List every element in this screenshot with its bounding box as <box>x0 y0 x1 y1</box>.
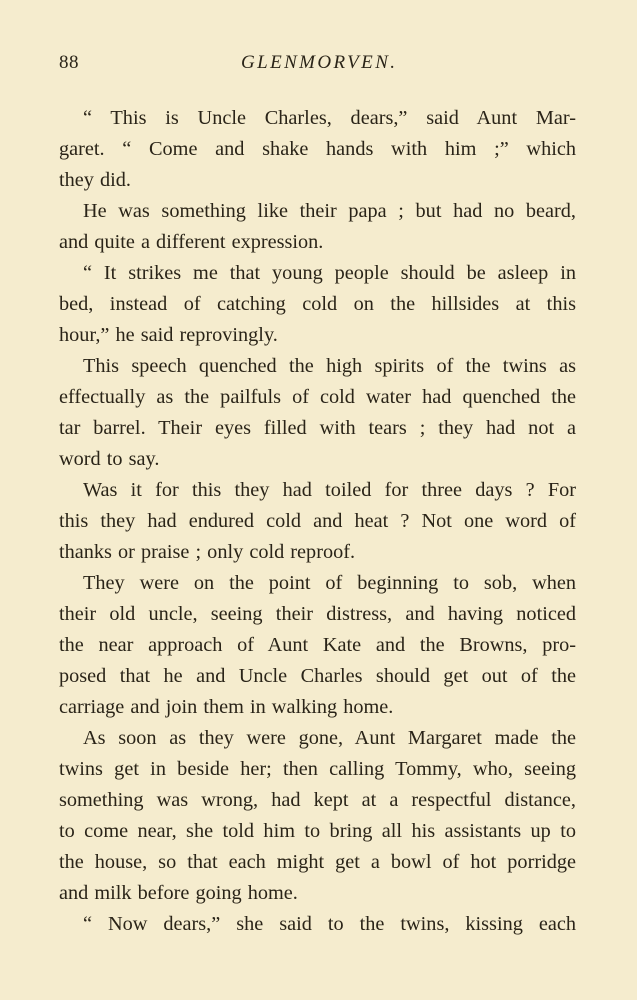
text-line: posed that he and Uncle Charles should get out of the <box>59 665 576 687</box>
text-line: This speech quenched the high spirits of the twins as <box>83 355 576 377</box>
text-line: and quite a different expression. <box>59 231 324 253</box>
text-line: the near approach of Aunt Kate and the Browns, pro- <box>59 634 576 656</box>
text-line: garet. “ Come and shake hands with him ;” which <box>59 138 576 160</box>
text-line: tar barrel. Their eyes filled with tears ; they had not a <box>59 417 576 439</box>
text-line: He was something like their papa ; but had no beard, <box>83 200 576 222</box>
text-line: Was it for this they had toiled for three days ? For <box>83 479 576 501</box>
text-line: word to say. <box>59 448 160 470</box>
text-line: and milk before going home. <box>59 882 298 904</box>
text-line: thanks or praise ; only cold reproof. <box>59 541 356 563</box>
text-line: They were on the point of beginning to sob, when <box>83 572 576 594</box>
text-line: twins get in beside her; then calling Tommy, who, seeing <box>59 758 576 780</box>
body-text <box>59 103 576 940</box>
text-line: they did. <box>59 169 131 191</box>
text-line: “ This is Uncle Charles, dears,” said Aunt Mar- <box>83 107 576 129</box>
text-line: effectually as the pailfuls of cold water had quenched the <box>59 386 576 408</box>
text-line: “ It strikes me that young people should be asleep in <box>83 262 576 284</box>
text-line: carriage and join them in walking home. <box>59 696 394 718</box>
text-line: to come near, she told him to bring all his assistants up to <box>59 820 576 842</box>
text-line: the house, so that each might get a bowl of hot porridge <box>59 851 576 873</box>
text-line: As soon as they were gone, Aunt Margaret made the <box>83 727 576 749</box>
text-line: bed, instead of catching cold on the hillsides at this <box>59 293 576 315</box>
text-line: something was wrong, had kept at a respectful distance, <box>59 789 576 811</box>
text-line: their old uncle, seeing their distress, and having noticed <box>59 603 576 625</box>
page-number: 88 <box>59 52 79 73</box>
running-head <box>59 52 575 78</box>
running-title: GLENMORVEN. <box>241 52 398 73</box>
text-line: “ Now dears,” she said to the twins, kissing each <box>83 913 576 935</box>
text-line: this they had endured cold and heat ? Not one word of <box>59 510 576 532</box>
text-line: hour,” he said reprovingly. <box>59 324 278 346</box>
